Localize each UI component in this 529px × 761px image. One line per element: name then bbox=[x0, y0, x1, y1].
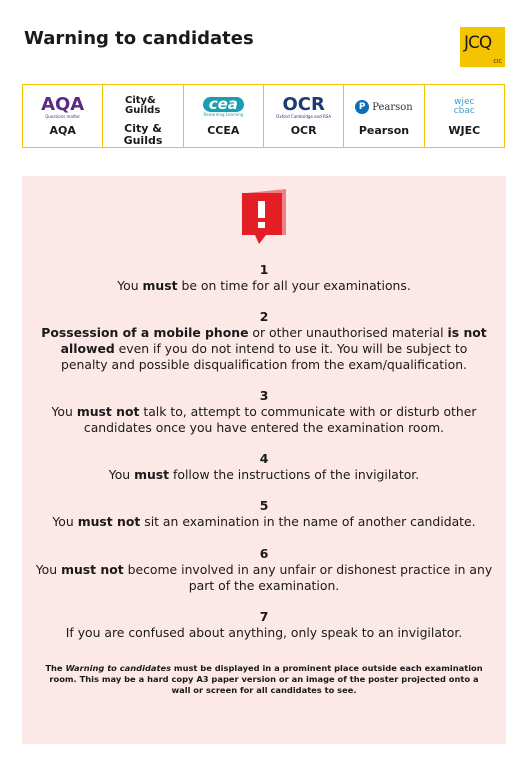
ccea-logo-text: cea bbox=[203, 97, 244, 112]
wjec-logo-text: wjec cbac bbox=[453, 97, 475, 116]
rule-text bbox=[52, 404, 477, 435]
rule-7 bbox=[22, 609, 506, 641]
ccea-logo bbox=[203, 89, 244, 125]
board-ccea bbox=[184, 85, 264, 147]
board-name-city-guilds: City & Guilds bbox=[123, 122, 163, 147]
rule-text-part: even if you do not intend to use it. You will be subject to penalty and possible disqualification from the exam/qualification. bbox=[61, 341, 468, 372]
pearson-p-icon: P bbox=[355, 100, 369, 114]
rule-number: 6 bbox=[259, 546, 269, 561]
city-guilds-logo-text: City& Guilds bbox=[124, 95, 161, 116]
page-title: Warning to candidates bbox=[24, 28, 254, 49]
display-note bbox=[40, 663, 488, 696]
wjec-logo bbox=[451, 89, 477, 125]
note-emphasis: Warning to candidates bbox=[65, 663, 172, 673]
rule-text-part: talk to, attempt to communicate with or disturb other candidates once you have entered the examination room. bbox=[83, 404, 477, 435]
rule-emphasis: must not bbox=[77, 514, 141, 529]
note-text-part: The bbox=[45, 663, 66, 673]
rule-text-part: You bbox=[108, 467, 135, 482]
rule-number: 4 bbox=[259, 451, 269, 466]
rule-text-part: be on time for all your examinations. bbox=[177, 278, 411, 293]
board-ocr bbox=[264, 85, 344, 147]
rule-4 bbox=[22, 451, 506, 483]
board-wjec bbox=[425, 85, 504, 147]
rule-6 bbox=[34, 546, 494, 594]
rule-number: 2 bbox=[259, 309, 269, 324]
pearson-logo-text: Pearson bbox=[372, 101, 413, 113]
rule-number: 1 bbox=[259, 262, 269, 277]
rule-text-part: You bbox=[51, 404, 77, 419]
rule-text-part: You bbox=[117, 278, 143, 293]
rule-text-part: sit an examination in the name of another candidate. bbox=[140, 514, 476, 529]
ocr-logo bbox=[276, 89, 331, 125]
rule-emphasis: is not allowed bbox=[60, 325, 487, 356]
exclamation-speech-bubble-icon bbox=[241, 188, 289, 246]
rule-text bbox=[36, 562, 492, 593]
rule-text-part: follow the instructions of the invigilator. bbox=[169, 467, 420, 482]
rule-text-part: You bbox=[52, 514, 78, 529]
board-city-guilds bbox=[103, 85, 183, 147]
awarding-bodies bbox=[22, 84, 505, 148]
board-name-aqa: AQA bbox=[49, 124, 76, 137]
ocr-logo-tagline: Oxford Cambridge and RSA bbox=[276, 113, 332, 119]
rule-text-part: You bbox=[35, 562, 62, 577]
jcq-logo bbox=[460, 27, 505, 67]
aqa-logo-text: AQA bbox=[41, 93, 85, 115]
board-aqa bbox=[23, 85, 103, 147]
rule-2 bbox=[38, 309, 490, 373]
aqa-logo bbox=[41, 89, 84, 125]
rule-emphasis: must not bbox=[61, 562, 124, 577]
board-name-wjec: WJEC bbox=[448, 124, 481, 137]
rule-text bbox=[52, 514, 475, 529]
rule-3 bbox=[30, 388, 498, 436]
rule-text bbox=[109, 467, 419, 482]
rule-5 bbox=[22, 498, 506, 530]
board-name-ccea: CCEA bbox=[207, 124, 240, 137]
rule-number: 5 bbox=[259, 498, 269, 513]
note-text-part: must be displayed in a prominent place outside each examination room. This may be a hard copy A3 paper version or an image of the poster projected onto a wall or screen for all candidates to see. bbox=[49, 663, 483, 695]
rule-emphasis: must bbox=[142, 278, 178, 293]
rule-emphasis: must bbox=[134, 467, 170, 482]
ocr-logo-text: OCR bbox=[282, 93, 325, 115]
board-name-ocr: OCR bbox=[290, 124, 317, 137]
rule-emphasis: must not bbox=[76, 404, 140, 419]
rule-number: 3 bbox=[259, 388, 269, 403]
rule-emphasis: Possession of a mobile phone bbox=[41, 325, 249, 340]
board-name-pearson: Pearson bbox=[358, 124, 410, 137]
jcq-logo-text: JCQ bbox=[464, 33, 492, 53]
city-guilds-logo bbox=[125, 89, 161, 123]
ccea-logo-tagline: Rewarding Learning bbox=[203, 112, 244, 117]
board-pearson bbox=[344, 85, 424, 147]
pearson-logo bbox=[355, 89, 413, 125]
jcq-logo-sub: CIC bbox=[493, 59, 502, 65]
rule-text-part: or other unauthorised material bbox=[248, 325, 448, 340]
rule-1 bbox=[22, 262, 506, 294]
rule-text bbox=[41, 325, 486, 372]
rule-text-part: become involved in any unfair or dishonest practice in any part of the examination. bbox=[123, 562, 493, 593]
rule-text bbox=[117, 278, 411, 293]
rule-number: 7 bbox=[259, 609, 269, 624]
rule-text: If you are confused about anything, only speak to an invigilator. bbox=[65, 625, 463, 640]
aqa-logo-tagline: Questions matter bbox=[45, 113, 81, 119]
